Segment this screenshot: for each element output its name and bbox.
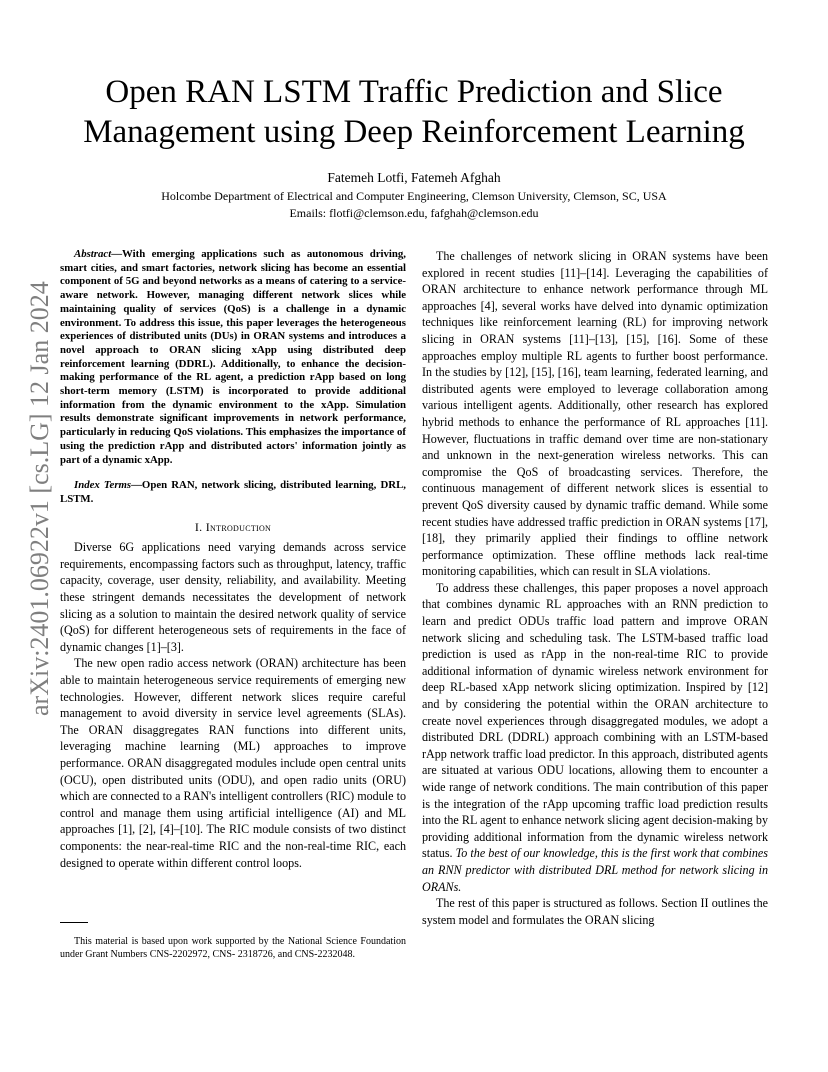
arxiv-identifier-stamp[interactable]: arXiv:2401.06922v1 [cs.LG] 12 Jan 2024	[25, 281, 54, 716]
intro-paragraph-1: Diverse 6G applications need varying demands across service requirements, encompassing factors such as throughput, latency, traffic capacity, coverage, user density, reliability, and availability. Meeting these stringent demands necessitates the development of network slicing as a solution to maintain the desired network quality of service (QoS) for different heterogeneous sets of requirements in the face of dynamic changes [1]–[3].	[60, 540, 406, 654]
abstract-text: —With emerging applications such as autonomous driving, smart cities, and smart factories, network slicing has become an essential component of 5G and beyond networks as a means of catering to a service-aware network. However, managing different network slices while maintaining quality of services (QoS) is a challenge in a dynamic environment. To address this issue, this paper leverages the heterogeneous experiences of distributed units (DUs) in ORAN systems and introduces a novel approach to ORAN slicing xApp using distributed deep reinforcement learning (DDRL). Additionally, to enhance the decision-making performance of the RL agent, a prediction rApp based on long short-term memory (LSTM) is incorporated to provide additional information from the dynamic environment to the xApp. Simulation results demonstrate significant improvements in network performance, particularly in reducing QoS violations. This emphasizes the importance of using the prediction rApp and distributed actors' information jointly as part of a dynamic xApp.	[60, 248, 406, 466]
paper-title: Open RAN LSTM Traffic Prediction and Slice Management using Deep Reinforcement Learning	[83, 74, 745, 150]
contribution-text: To address these challenges, this paper proposes a novel approach that combines dynamic RL approaches with an RNN prediction to learn and predict ODUs traffic load pattern and improve ORAN network slicing and scheduling task. The LSTM-based traffic load prediction is used as rApp in the non-real-time RIC to provide additional information of dynamic wireless network environment for deep RL-based xApp network slicing optimization. Inspired by [12] and by considering the potential within the ORAN architecture to create novel experiences through disaggregated modules, we adopt a distributed DRL (DDRL) approach combining with an LSTM-based rApp network traffic load predictor. In this approach, distributed agents are situated at various ODU locations, allowing them to encounter a wide range of network conditions. The main contribution of this paper is the integration of the rApp upcoming traffic load prediction results into the RL agent to enhance network slicing agent decision-making by providing additional information from the dynamic wireless network status.	[422, 580, 768, 861]
related-work-paragraph: The challenges of network slicing in ORAN systems have been explored in recent studies [11]–[14]. Leveraging the capabilities of ORAN architecture to enhance network performance through ML approaches [4], several works have delved into dynamic optimization techniques like reinforcement learning (RL) for improving network slicing in ORAN systems [11]–[13], [15], [16]. Some of these approaches employ multiple RL agents to further boost performance. In the studies by [12], [15], [16], team learning, federated learning, and distributed agents were employed to leverage collaboration among various intelligent agents. Additionally, other research has explored hybrid methods to enhance the performance of RL approaches [11]. However, fluctuations in traffic demand over time are non-stationary and unknown in the next-generation wireless networks. This can compromise the QoS of broadcasting services. Therefore, the continuous management of different network slices is essential to prevent QoS diversity caused by dynamic traffic demand. While some recent studies have addressed traffic prediction in ORAN systems [17], [18], they primarily applied their findings to offline network performance optimization. These offline methods lack real-time monitoring capabilities, which can result in SLA violations.	[422, 249, 768, 579]
index-terms	[60, 479, 406, 506]
author-emails[interactable]: Emails: flotfi@clemson.edu, fafghah@clemson.edu	[289, 206, 539, 220]
authors: Fatemeh Lotfi, Fatemeh Afghah	[327, 170, 501, 185]
funding-footnote: This material is based upon work supported by the National Science Foundation under Grant Numbers CNS-2202972, CNS- 2318726, and CNS-2232048.	[60, 936, 406, 960]
section-heading-introduction	[60, 519, 406, 536]
affiliation: Holcombe Department of Electrical and Computer Engineering, Clemson University, Clemson, SC, USA	[161, 189, 667, 203]
abstract-lead: Abstract	[74, 248, 112, 260]
footnote-rule	[60, 922, 88, 923]
index-terms-text: —Open RAN, network slicing, distributed learning, DRL, LSTM.	[60, 479, 406, 505]
intro-paragraph-2: The new open radio access network (ORAN) architecture has been able to maintain heterogeneous service requirements of emerging new technologies. However, different network slices require careful management to avoid diversity in service level agreements (SLAs). The ORAN disaggregates RAN functions into different units, leveraging machine learning (ML) approaches to improve performance. ORAN disaggregated modules include open central units (OCU), open distributed units (ODU), and open radio units (ORU) which are connected to a RAN's intelligent controllers (RIC) module to control and manage them using artificial intelligence (AI) and ML approaches [1], [2], [4]–[10]. The RIC module consists of two distinct components: the near-real-time RIC and the non-real-time RIC, each designed to operate within different control loops.	[60, 656, 406, 870]
right-column	[422, 248, 768, 928]
section-number: I.	[194, 519, 203, 534]
structure-paragraph: The rest of this paper is structured as follows. Section II outlines the system model and formulates the ORAN slicing	[422, 896, 768, 927]
abstract	[60, 248, 406, 467]
contribution-emphasis: To the best of our knowledge, this is the first work that combines an RNN predictor with distributed DRL method for network slicing in ORANs.	[422, 846, 768, 894]
contribution-paragraph	[422, 580, 768, 895]
index-terms-lead: Index Terms	[74, 479, 132, 492]
left-column	[60, 248, 406, 871]
section-title: Introduction	[205, 519, 272, 534]
